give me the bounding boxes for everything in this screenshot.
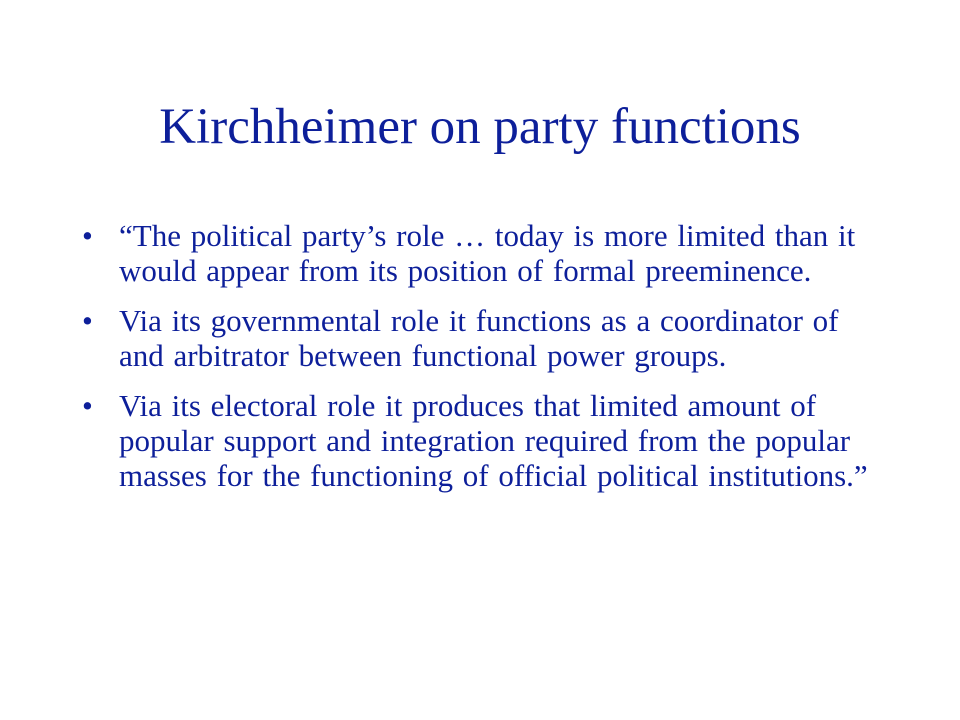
bullet-item-2	[82, 303, 872, 373]
bullet-text: Via its governmental role it functions as a coordinator of and arbitrator between functional power groups.	[119, 303, 839, 373]
slide-title: Kirchheimer on party functions	[159, 99, 801, 155]
bullet-text: “The political party’s role … today is more limited than it would appear from its position of formal preeminence.	[119, 218, 856, 288]
bullet-item-1	[82, 218, 872, 288]
bullet-item-3	[82, 388, 872, 493]
bullet-icon: •	[82, 218, 93, 253]
bullet-icon: •	[82, 303, 93, 338]
bullet-icon: •	[82, 388, 93, 423]
bullet-list	[82, 218, 872, 508]
bullet-text: Via its electoral role it produces that limited amount of popular support and integration required from the popular masses for the functioning of official political institutions.”	[119, 388, 868, 493]
